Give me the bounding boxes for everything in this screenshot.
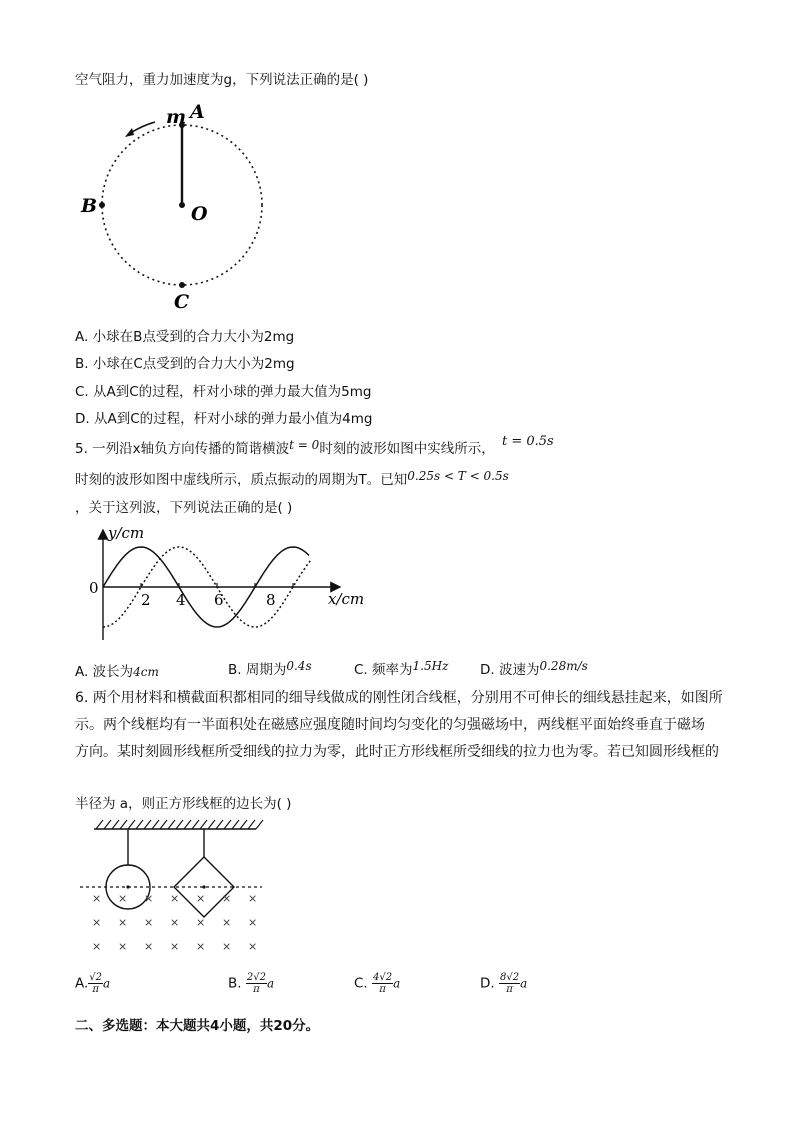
y-axis-label: y/cm xyxy=(108,524,145,542)
q5-stem-line1: 5. 一列沿x轴负方向传播的简谐横波t = 0时刻的波形如图中实线所示， t = 0.5s xyxy=(75,434,554,457)
origin-label: 0 xyxy=(89,579,99,597)
ceiling-hatch xyxy=(112,820,119,829)
ceiling-hatch xyxy=(200,820,207,829)
q5-wave-graph xyxy=(80,520,380,650)
q4-stem-tail: 空气阻力，重力加速度为g，下列说法正确的是( ) xyxy=(75,72,369,88)
ceiling-hatch xyxy=(152,820,159,829)
field-cross: × xyxy=(144,892,154,905)
tick-label-8: 8 xyxy=(266,591,276,609)
q6-loops-figure xyxy=(80,815,270,965)
ceiling-hatch xyxy=(192,820,199,829)
q4-option-a: A. 小球在B点受到的合力大小为2mg xyxy=(75,329,295,345)
field-cross: × xyxy=(248,916,258,929)
label-b: B xyxy=(81,195,98,217)
q6-stem-line4: 半径为 a，则正方形线框的边长为( ) xyxy=(75,796,292,812)
ceiling-hatch xyxy=(120,820,127,829)
field-cross: × xyxy=(222,940,232,953)
field-cross: × xyxy=(170,940,180,953)
field-cross: × xyxy=(170,892,180,905)
label-c: C xyxy=(174,291,190,313)
field-cross: × xyxy=(196,940,206,953)
q4-option-b: B. 小球在C点受到的合力大小为2mg xyxy=(75,356,295,372)
ceiling-hatch xyxy=(136,820,143,829)
ceiling-hatch xyxy=(96,820,103,829)
q4-option-c: C. 从A到C的过程，杆对小球的弹力最大值为5mg xyxy=(75,384,372,400)
ceiling-hatch xyxy=(216,820,223,829)
q5-option-b: B. 周期为0.4s xyxy=(228,659,312,678)
field-cross: × xyxy=(248,892,258,905)
ceiling-hatch xyxy=(256,820,263,829)
ceiling-hatch xyxy=(128,820,135,829)
field-cross: × xyxy=(92,916,102,929)
tick-label-2: 2 xyxy=(141,591,151,609)
field-cross: × xyxy=(144,940,154,953)
label-m: m xyxy=(166,106,187,128)
field-cross: × xyxy=(222,892,232,905)
tick-label-4: 4 xyxy=(176,591,186,609)
q6-option-c: C. $\frac{4√2}{\pi}$ a xyxy=(354,972,401,995)
ceiling-hatch xyxy=(232,820,239,829)
ceiling-hatch xyxy=(104,820,111,829)
q6-stem-line3: 方向。某时刻圆形线框所受细线的拉力为零，此时正方形线框所受细线的拉力也为零。若已知圆形线框的 xyxy=(75,744,719,760)
tick-label-6: 6 xyxy=(214,591,224,609)
ceiling-hatch xyxy=(240,820,247,829)
x-axis-label: x/cm xyxy=(328,590,365,608)
q5-stem-line3: ，关于这列波，下列说法正确的是( ) xyxy=(75,500,293,516)
field-cross: × xyxy=(92,940,102,953)
q6-option-d: D. $\frac{8√2}{\pi}$ a xyxy=(480,972,528,995)
ceiling-hatch xyxy=(184,820,191,829)
q4-circle-figure xyxy=(75,98,275,313)
q6-option-b: B. $\frac{2√2}{\pi}$ a xyxy=(228,972,275,995)
field-cross: × xyxy=(170,916,180,929)
field-cross: × xyxy=(196,916,206,929)
field-cross: × xyxy=(248,940,258,953)
ceiling-hatch xyxy=(168,820,175,829)
ceiling-hatch xyxy=(160,820,167,829)
label-a: A xyxy=(190,101,205,123)
ceiling-hatch xyxy=(176,820,183,829)
field-cross: × xyxy=(144,916,154,929)
field-cross: × xyxy=(118,892,128,905)
label-o: O xyxy=(191,203,208,225)
q5-option-d: D. 波速为0.28m/s xyxy=(480,659,588,678)
q5-stem-line2: 时刻的波形如图中虚线所示，质点振动的周期为T。已知0.25s < T < 0.5s xyxy=(75,469,509,488)
field-cross: × xyxy=(222,916,232,929)
q6-stem-line2: 示。两个线框均有一半面积处在磁感应强度随时间均匀变化的匀强磁场中，两线框平面始终垂直于磁场 xyxy=(75,717,705,733)
q5-option-a: A. 波长为4cm xyxy=(75,664,159,680)
ceiling-hatch xyxy=(208,820,215,829)
field-cross: × xyxy=(118,916,128,929)
section2-header: 二、多选题：本大题共4小题，共20分。 xyxy=(75,1018,320,1034)
q4-option-d: D. 从A到C的过程，杆对小球的弹力最小值为4mg xyxy=(75,411,373,427)
ceiling-hatch xyxy=(224,820,231,829)
field-cross: × xyxy=(196,892,206,905)
q5-time-math: t = 0.5s xyxy=(502,434,554,449)
q6-stem-line1: 6. 两个用材料和横截面积都相同的细导线做成的刚性闭合线框，分别用不可伸长的细线悬挂起来，如图所 xyxy=(75,690,723,706)
ceiling-hatch xyxy=(144,820,151,829)
q5-option-c: C. 频率为1.5Hz xyxy=(354,659,449,678)
field-cross: × xyxy=(118,940,128,953)
ceiling-hatch xyxy=(248,820,255,829)
field-cross: × xyxy=(92,892,102,905)
q6-option-a: A. $\frac{√2}{\pi}$ a xyxy=(75,972,111,995)
